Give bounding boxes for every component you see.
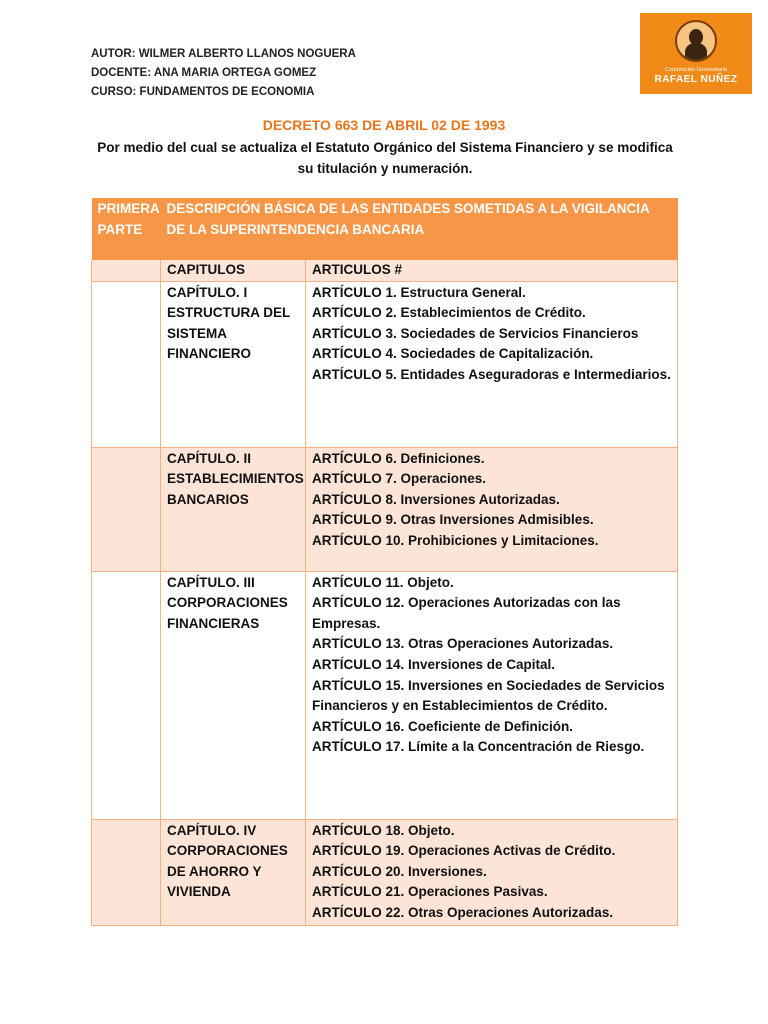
article-item: ARTÍCULO 8. Inversiones Autorizadas.: [312, 491, 560, 507]
article-item: ARTÍCULO 9. Otras Inversiones Admisibles.: [312, 512, 594, 528]
table-header-row: [92, 198, 678, 260]
article-item: ARTÍCULO 3. Sociedades de Servicios Financieros: [312, 325, 639, 341]
article-item: ARTÍCULO 6. Definiciones.: [312, 450, 485, 466]
document-subtitle: Por medio del cual se actualiza el Estatuto Orgánico del Sistema Financiero y se modifica su titulación y numeración.: [97, 140, 673, 176]
article-item: ARTÍCULO 16. Coeficiente de Definición.: [312, 718, 574, 734]
article-item: ARTÍCULO 20. Inversiones.: [312, 863, 487, 879]
empty-cell: [92, 260, 161, 281]
articles-cell: [306, 819, 678, 925]
logo-name: RAFAEL NUÑEZ: [654, 74, 738, 85]
chapter-cell: CAPÍTULO. II ESTABLECIMIENTOS BANCARIOS: [161, 447, 306, 571]
author-line: AUTOR: WILMER ALBERTO LLANOS NOGUERA: [91, 48, 356, 60]
article-item: ARTÍCULO 11. Objeto.: [312, 574, 454, 590]
articles-table: [91, 198, 678, 926]
teacher-line: DOCENTE: ANA MARIA ORTEGA GOMEZ: [91, 67, 317, 79]
article-item: ARTÍCULO 4. Sociedades de Capitalización.: [312, 346, 594, 362]
col-header-articles: ARTICULOS #: [306, 260, 678, 281]
logo-subtitle: Corporación Universitaria: [664, 67, 728, 73]
table-row: [92, 447, 678, 571]
article-item: ARTÍCULO 1. Estructura General.: [312, 284, 526, 300]
chapter-cell: CAPÍTULO. III CORPORACIONES FINANCIERAS: [161, 571, 306, 819]
chapter-cell: CAPÍTULO. I ESTRUCTURA DEL SISTEMA FINANCIERO: [161, 281, 306, 447]
article-item: ARTÍCULO 5. Entidades Aseguradoras e Intermediarios.: [312, 366, 671, 382]
chapter-cell: CAPÍTULO. IV CORPORACIONES DE AHORRO Y VIVIENDA: [161, 819, 306, 925]
empty-cell: [92, 571, 161, 819]
article-item: ARTÍCULO 22. Otras Operaciones Autorizadas.: [312, 904, 614, 920]
seal-portrait-icon: [675, 20, 717, 62]
part-description: DESCRIPCIÓN BÁSICA DE LAS ENTIDADES SOMETIDAS A LA VIGILANCIA DE LA SUPERINTENDENCIA BANCARIA: [161, 198, 678, 260]
article-item: ARTÍCULO 18. Objeto.: [312, 822, 455, 838]
document-title: DECRETO 663 DE ABRIL 02 DE 1993: [262, 117, 506, 133]
articles-cell: [306, 447, 678, 571]
col-header-chapters: CAPITULOS: [161, 260, 306, 281]
article-item: ARTÍCULO 2. Establecimientos de Crédito.: [312, 305, 586, 321]
article-item: ARTÍCULO 13. Otras Operaciones Autorizadas.: [312, 636, 614, 652]
empty-cell: [92, 281, 161, 447]
article-item: ARTÍCULO 7. Operaciones.: [312, 471, 487, 487]
university-logo: [640, 13, 752, 94]
articles-cell: [306, 281, 678, 447]
table-row: [92, 281, 678, 447]
articles-cell: [306, 571, 678, 819]
article-item: ARTÍCULO 21. Operaciones Pasivas.: [312, 884, 548, 900]
table-row: [92, 819, 678, 925]
empty-cell: [92, 447, 161, 571]
article-item: ARTÍCULO 17. Límite a la Concentración de Riesgo.: [312, 739, 645, 755]
article-item: ARTÍCULO 12. Operaciones Autorizadas con las Empresas.: [312, 595, 621, 631]
article-item: ARTÍCULO 10. Prohibiciones y Limitaciones.: [312, 532, 599, 548]
course-line: CURSO: FUNDAMENTOS DE ECONOMIA: [91, 86, 315, 98]
document-header-info: [91, 45, 356, 102]
table-row: [92, 571, 678, 819]
article-item: ARTÍCULO 14. Inversiones de Capital.: [312, 656, 556, 672]
article-item: ARTÍCULO 15. Inversiones en Sociedades de Servicios Financieros y en Establecimientos de Crédito.: [312, 677, 665, 714]
empty-cell: [92, 819, 161, 925]
table-column-headers: [92, 260, 678, 281]
article-item: ARTÍCULO 19. Operaciones Activas de Crédito.: [312, 843, 616, 859]
part-label: PRIMERA PARTE: [92, 198, 161, 260]
